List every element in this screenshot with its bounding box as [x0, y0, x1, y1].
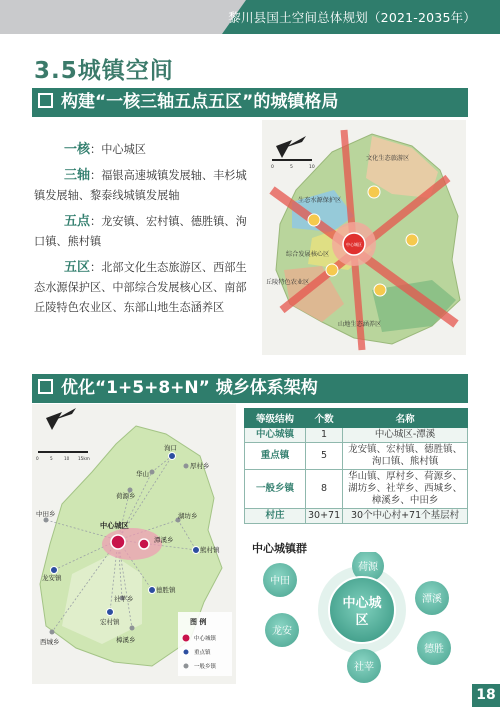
north-arrow-icon [46, 408, 76, 430]
subsection-band-1 [32, 88, 468, 117]
table-cell-count: 1 [306, 428, 343, 443]
table-row [245, 509, 468, 524]
scale-tick: 10 [64, 456, 70, 461]
item-zones [34, 258, 256, 318]
table-row [245, 443, 468, 470]
map-legend [178, 612, 232, 676]
zone-label-west: 生态水源保护区 [298, 197, 342, 204]
header-gray-block [0, 0, 246, 34]
town-label: 樟溪乡 [116, 636, 136, 644]
table-cell-level: 村庄 [245, 509, 306, 524]
item-key: 五点 [64, 214, 91, 229]
checkbox-square-icon [38, 93, 53, 108]
band-2-title: 优化“1+5+8+N” 城乡体系架构 [61, 378, 318, 398]
checkbox-square-icon [38, 379, 53, 394]
satellite-label: 中田 [270, 576, 290, 587]
town-label: 华山 [136, 470, 149, 478]
town-hierarchy-table [244, 408, 468, 524]
table-cell-names: 中心城区-潭溪 [343, 428, 468, 443]
center-label: 中心城 [342, 596, 382, 611]
table-cell-count: 5 [306, 443, 343, 470]
item-text: ：龙安镇、宏村镇、德胜镇、洵口镇、熊村镇 [34, 215, 247, 248]
town-label: 潭溪乡 [154, 536, 174, 544]
structure-description [34, 140, 256, 324]
scale-tick: 0 [36, 456, 39, 461]
north-arrow-icon [276, 136, 306, 158]
satellite-label: 德胜 [424, 644, 444, 655]
table-cell-names: 30个中心村+71个基层村 [343, 509, 468, 524]
town-label: 龙安镇 [42, 574, 62, 582]
page-number: 18 [472, 684, 500, 707]
satellite-label: 社苹 [354, 662, 374, 673]
legend-center-icon [182, 634, 190, 642]
town-label: 社苹乡 [114, 595, 134, 603]
legend-label: 中心城镇 [194, 636, 217, 642]
town-label: 中田乡 [36, 510, 56, 518]
town-label: 洵口 [164, 444, 177, 452]
scale-tick: 0 [271, 165, 274, 170]
legend-key-town-icon [183, 649, 189, 655]
table-cell-level: 一般乡镇 [245, 470, 306, 509]
town-label: 西城乡 [40, 638, 60, 646]
item-key: 三轴 [64, 168, 91, 183]
center-label: 区 [355, 613, 369, 628]
town-label: 熊村镇 [200, 546, 220, 554]
zone-label-north: 文化生态旅游区 [366, 155, 410, 162]
town-system-map [32, 404, 236, 684]
page-header [0, 0, 500, 34]
scale-tick: 5 [290, 165, 293, 170]
legend-general-town-icon [184, 664, 189, 669]
zone-label-south: 丘陵特色农业区 [266, 279, 310, 286]
town-label: 厚村乡 [190, 462, 210, 470]
item-text: ：福银高速城镇发展轴、丰杉城镇发展轴、黎泰线城镇发展轴 [34, 169, 247, 202]
zone-label-center: 综合发展核心区 [286, 251, 330, 258]
table-cell-level: 中心城镇 [245, 428, 306, 443]
satellite-label: 荷源 [358, 562, 378, 573]
table-header-row [245, 409, 468, 428]
item-key: 五区 [64, 260, 91, 275]
scale-tick: 10 [309, 165, 315, 170]
town-label: 湖坊乡 [178, 512, 198, 520]
core-label: 中心城区 [346, 242, 362, 247]
town-label: 中心城区 [100, 521, 129, 530]
table-header-cell: 个数 [306, 409, 343, 428]
table-header-cell: 等级结构 [245, 409, 306, 428]
town-label: 德胜镇 [156, 586, 176, 594]
item-text: ：中心城区 [90, 143, 146, 156]
item-key: 一核 [64, 142, 91, 157]
item-core [34, 140, 256, 160]
table-cell-names: 华山镇、厚村乡、荷源乡、 湖坊乡、社苹乡、西城乡、 樟溪乡、中田乡 [343, 470, 468, 509]
zone-label-east: 山地生态涵养区 [338, 321, 382, 328]
table-header-cell: 名称 [343, 409, 468, 428]
satellite-label: 潭溪 [422, 594, 442, 605]
item-points [34, 212, 256, 252]
legend-label: 重点镇 [194, 650, 211, 656]
legend-title: 图 例 [190, 618, 207, 626]
table-row [245, 470, 468, 509]
section-title: 3.5城镇空间 [34, 58, 174, 84]
town-group-diagram [244, 552, 470, 684]
town-label: 宏村镇 [100, 618, 120, 626]
table-cell-names: 龙安镇、宏村镇、德胜镇、 洵口镇、熊村镇 [343, 443, 468, 470]
legend-label: 一般乡镇 [194, 664, 217, 670]
band-1-title: 构建“一核三轴五点五区”的城镇格局 [61, 92, 339, 112]
satellite-label: 龙安 [272, 626, 292, 637]
scale-tick: 5 [50, 456, 53, 461]
scale-tick: 15km [78, 456, 90, 461]
table-cell-count: 30+71 [306, 509, 343, 524]
item-axes [34, 166, 256, 206]
town-group-title: 中心城镇群 [252, 542, 307, 555]
table-cell-level: 重点镇 [245, 443, 306, 470]
item-text: ：北部文化生态旅游区、西部生态水源保护区、中部综合发展核心区、南部丘陵特色农业区、东部山地生态涵养区 [34, 261, 247, 314]
urban-structure-map [262, 120, 466, 355]
town-label: 荷源乡 [116, 492, 136, 500]
document-title: 黎川县国土空间总体规划（2021-2035年） [228, 10, 476, 25]
subsection-band-2 [32, 374, 468, 403]
table-row [245, 428, 468, 443]
table-cell-count: 8 [306, 470, 343, 509]
